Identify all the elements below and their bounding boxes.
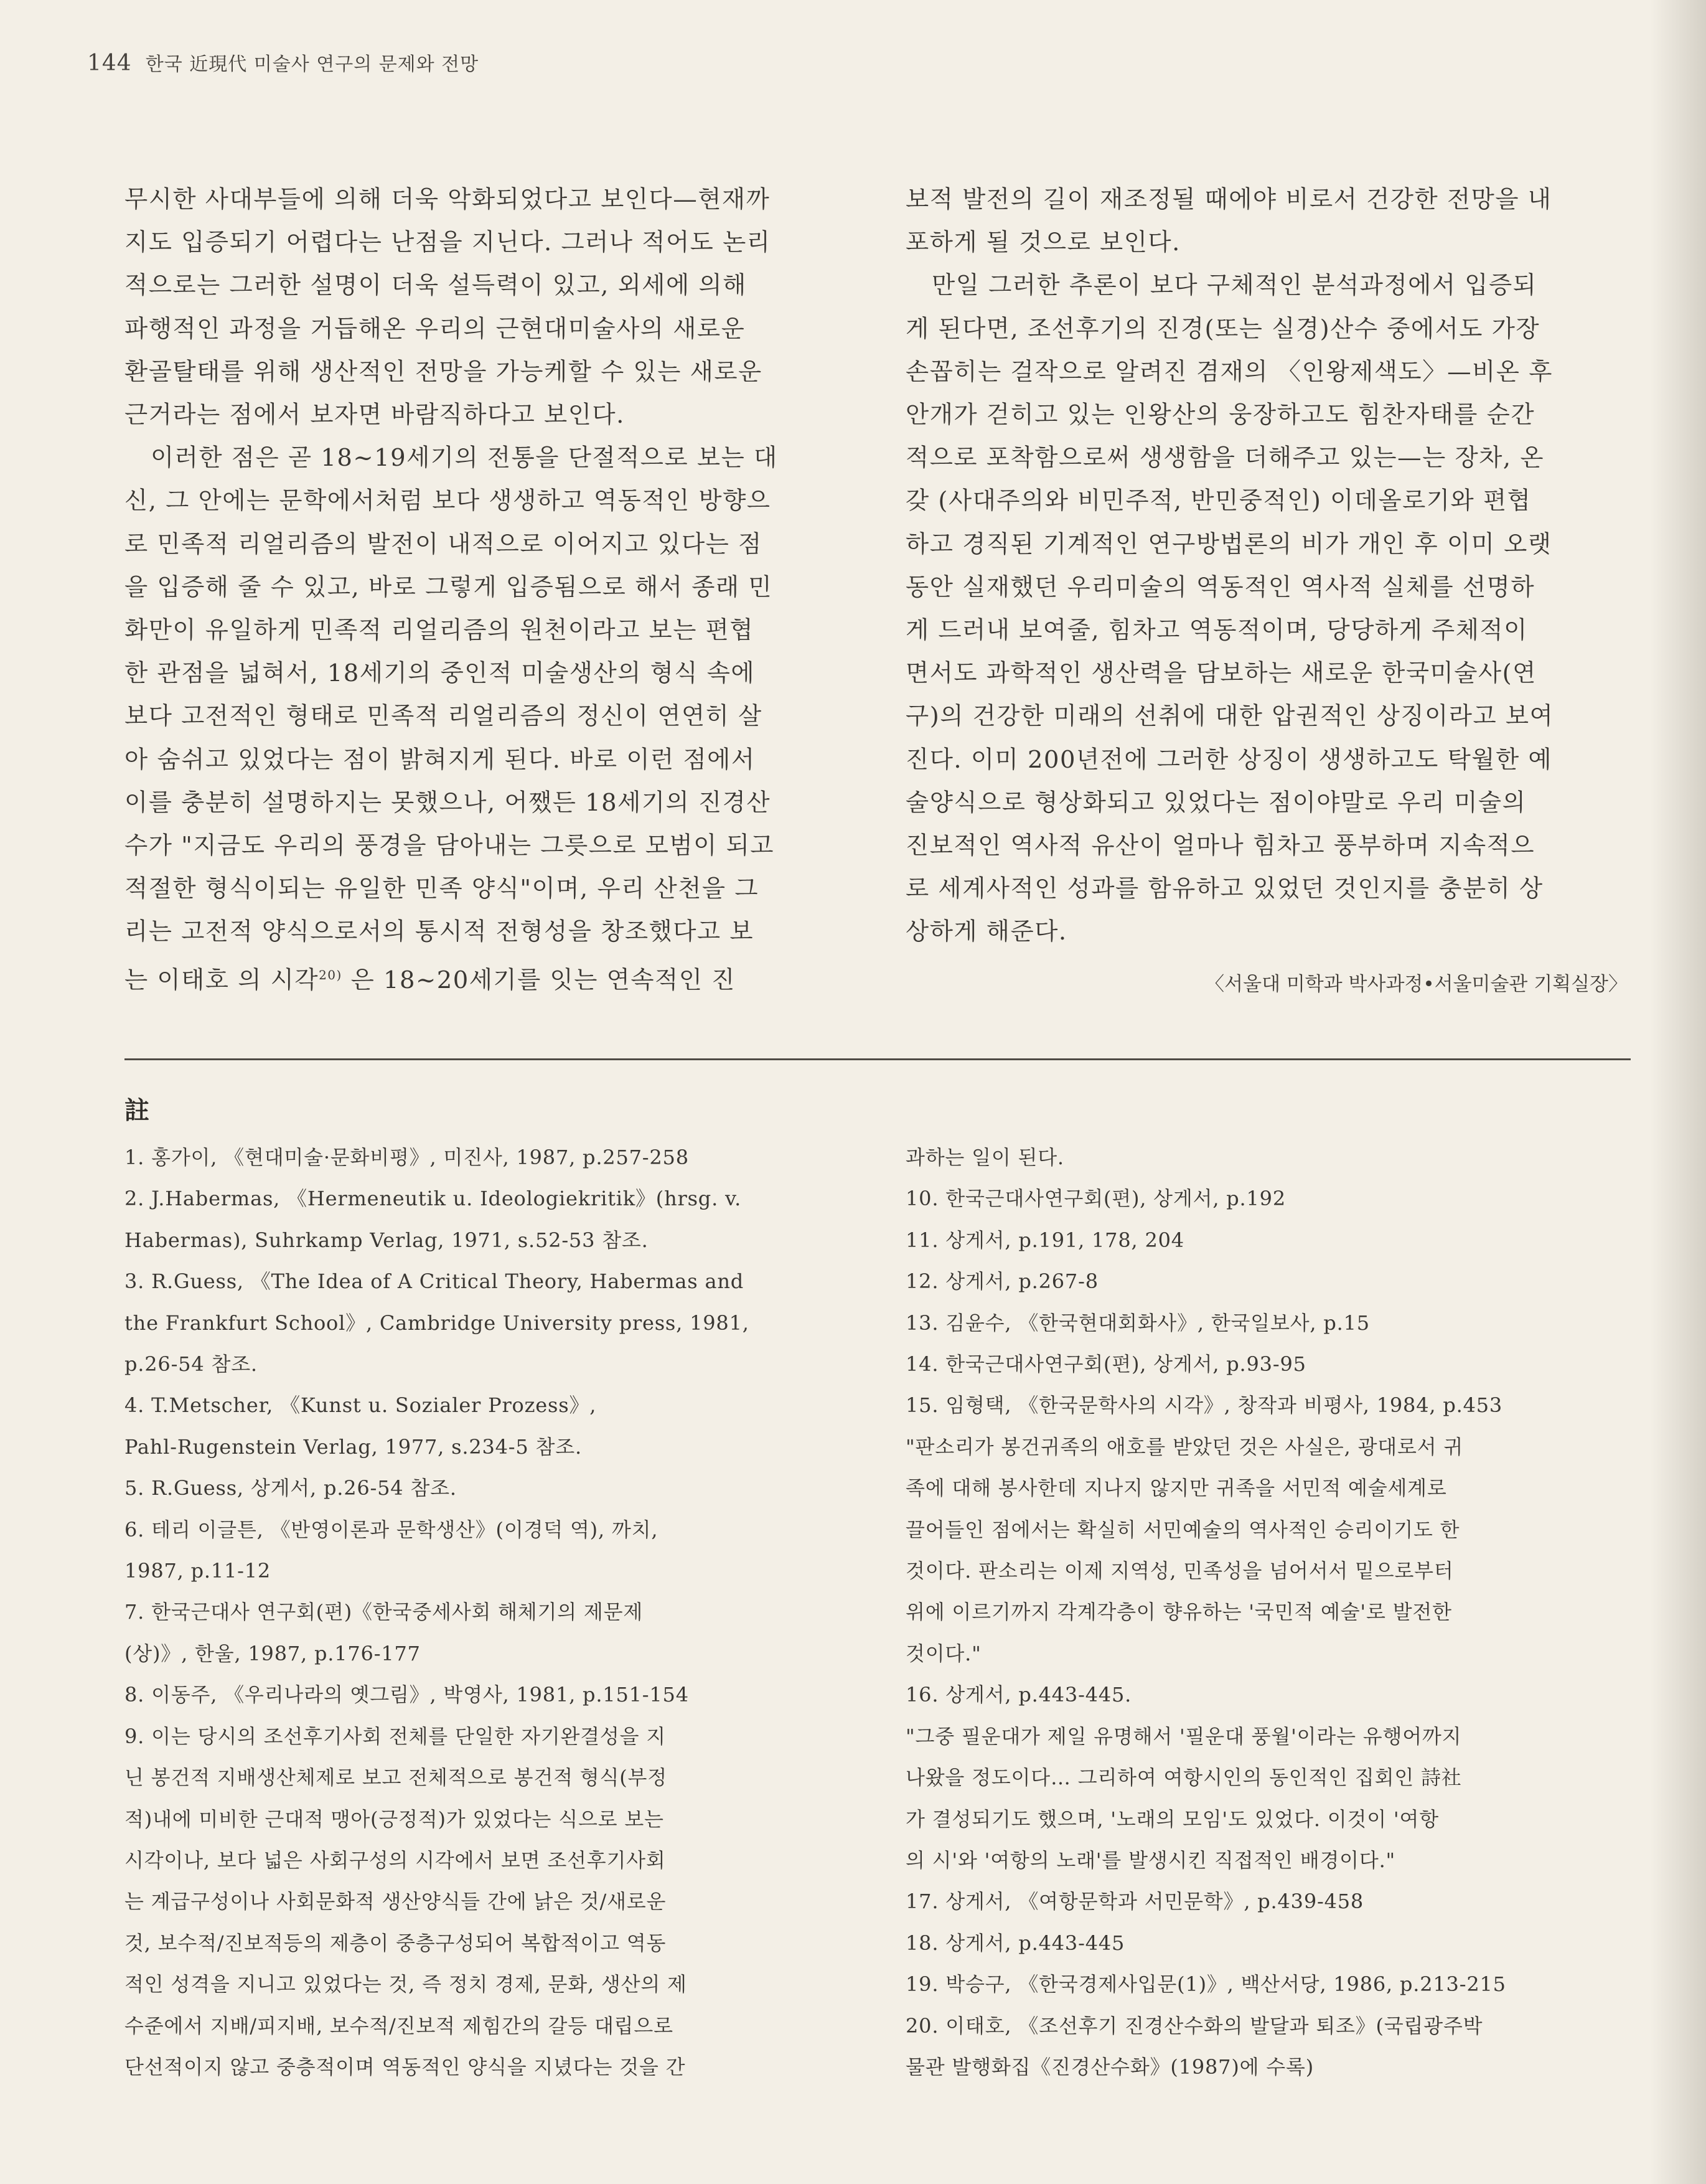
- body-line: 화만이 유일하게 민족적 리얼리즘의 원천이라고 보는 편협: [124, 616, 754, 645]
- body-line: 상하게 해준다.: [906, 918, 1067, 946]
- body-line: 하고 경직된 기계적인 연구방법론의 비가 개인 후 이미 오랫: [906, 530, 1552, 558]
- body-line: 포하게 될 것으로 보인다.: [906, 228, 1181, 257]
- note-line: 20. 이태호, 《조선후기 진경산수화의 발달과 퇴조》(국립광주박: [906, 2013, 1483, 2038]
- body-line: 구)의 건강한 미래의 선취에 대한 압권적인 상징이라고 보여: [906, 702, 1554, 731]
- note-line: 12. 상게서, p.267-8: [906, 1269, 1099, 1294]
- note-line: 16. 상게서, p.443-445.: [906, 1683, 1132, 1707]
- running-head-title: 한국 近現代 미술사 연구의 문제와 전망: [145, 54, 479, 75]
- body-line: 갖 (사대주의와 비민주적, 반민중적인) 이데올로기와 편협: [906, 487, 1532, 515]
- notes-column-right: [906, 1137, 1640, 2088]
- note-line: 의 시'와 '여항의 노래'를 발생시킨 직접적인 배경이다.": [906, 1848, 1396, 1872]
- running-head: [87, 49, 479, 76]
- body-line: 지도 입증되기 어렵다는 난점을 지닌다. 그러나 적어도 논리: [124, 228, 771, 257]
- note-line: 8. 이동주, 《우리나라의 옛그림》, 박영사, 1981, p.151-154: [124, 1683, 689, 1707]
- body-line: 적으로 포착함으로써 생생함을 더해주고 있는—는 장차, 온: [906, 444, 1545, 473]
- note-line: 13. 김윤수, 《한국현대회화사》, 한국일보사, p.15: [906, 1311, 1370, 1335]
- note-line: 위에 이르기까지 각계각층이 향유하는 '국민적 예술'로 발전한: [906, 1600, 1452, 1624]
- body-line: 게 된다면, 조선후기의 진경(또는 실경)산수 중에서도 가장: [906, 314, 1540, 343]
- body-line: 로 민족적 리얼리즘의 발전이 내적으로 이어지고 있다는 점: [124, 530, 762, 558]
- body-line: 만일 그러한 추론이 보다 구체적인 분석과정에서 입증되: [932, 271, 1537, 300]
- note-line: 수준에서 지배/피지배, 보수적/진보적 제힘간의 갈등 대립으로: [124, 2013, 673, 2038]
- note-line: 과하는 일이 된다.: [906, 1146, 1064, 1169]
- note-line: 물관 발행화집《진경산수화》(1987)에 수록): [906, 2055, 1315, 2079]
- notes-heading: 註: [124, 1096, 149, 1125]
- note-line: Habermas), Suhrkamp Verlag, 1971, s.52-53 참조.: [124, 1228, 649, 1252]
- notes-column-left: [124, 1137, 859, 2088]
- note-line: 11. 상게서, p.191, 178, 204: [906, 1228, 1184, 1252]
- body-line: 을 입증해 줄 수 있고, 바로 그렇게 입증됨으로 해서 종래 민: [124, 573, 773, 601]
- note-line: "판소리가 봉건귀족의 애호를 받았던 것은 사실은, 광대로서 귀: [906, 1434, 1464, 1459]
- body-line: 수가 "지금도 우리의 풍경을 담아내는 그릇으로 모범이 되고: [124, 832, 774, 860]
- body-line: 근거라는 점에서 보자면 바람직하다고 보인다.: [124, 401, 625, 430]
- body-line: 술양식으로 형상화되고 있었다는 점이야말로 우리 미술의: [906, 788, 1527, 817]
- footnote-ref: 20): [319, 967, 342, 982]
- note-line: 2. J.Habermas, 《Hermeneutik u. Ideologiekritik》(hrsg. v.: [124, 1187, 742, 1211]
- note-line: 것, 보수적/진보적등의 제층이 중층구성되어 복합적이고 역동: [124, 1931, 667, 1955]
- note-line: 6. 테리 이글튼, 《반영이론과 문학생산》(이경덕 역), 까치,: [124, 1517, 658, 1542]
- body-line: 진보적인 역사적 유산이 얼마나 힘차고 풍부하며 지속적으: [906, 832, 1535, 860]
- notes-divider: [124, 1058, 1631, 1060]
- note-line: p.26-54 참조.: [124, 1352, 258, 1377]
- note-line: 15. 임형택, 《한국문학사의 시각》, 창작과 비평사, 1984, p.453: [906, 1393, 1503, 1418]
- page-edge-shadow: [1650, 0, 1706, 2184]
- note-line: Pahl-Rugenstein Verlag, 1977, s.234-5 참조.: [124, 1434, 582, 1459]
- body-line: 면서도 과학적인 생산력을 담보하는 새로운 한국미술사(연: [906, 659, 1537, 688]
- note-line: the Frankfurt School》, Cambridge University press, 1981,: [124, 1311, 749, 1335]
- note-line: 가 결성되기도 했으며, '노래의 모임'도 있었다. 이것이 '여항: [906, 1807, 1439, 1831]
- note-line: 1987, p.11-12: [124, 1559, 271, 1583]
- body-line: 신, 그 안에는 문학에서처럼 보다 생생하고 역동적인 방향으: [124, 487, 771, 515]
- body-line-part: 는 이태호 의 시각: [124, 966, 319, 994]
- body-line: 보다 고전적인 형태로 민족적 리얼리즘의 정신이 연연히 살: [124, 702, 762, 731]
- body-line: 동안 실재했던 우리미술의 역동적인 역사적 실체를 선명하: [906, 573, 1535, 601]
- note-line: 5. R.Guess, 상게서, p.26-54 참조.: [124, 1476, 457, 1500]
- note-line: 단선적이지 않고 중층적이며 역동적인 양식을 지녔다는 것을 간: [124, 2055, 686, 2079]
- body-line: 무시한 사대부들에 의해 더욱 악화되었다고 보인다—현재까: [124, 186, 771, 214]
- note-line: 시각이나, 보다 넓은 사회구성의 시각에서 보면 조선후기사회: [124, 1848, 666, 1872]
- note-line: 3. R.Guess, 《The Idea of A Critical Theory, Habermas and: [124, 1269, 744, 1294]
- note-line: 4. T.Metscher, 《Kunst u. Sozialer Prozess》,: [124, 1393, 597, 1418]
- note-line: 10. 한국근대사연구회(편), 상게서, p.192: [906, 1187, 1286, 1211]
- body-line: 리는 고전적 양식으로서의 통시적 전형성을 창조했다고 보: [124, 918, 754, 946]
- body-line: 아 숨쉬고 있었다는 점이 밝혀지게 된다. 바로 이런 점에서: [124, 745, 756, 774]
- page-number: 144: [87, 50, 132, 76]
- body-line: 환골탈태를 위해 생산적인 전망을 가능케할 수 있는 새로운: [124, 357, 762, 386]
- note-line: 것이다. 판소리는 이제 지역성, 민족성을 넘어서서 밑으로부터: [906, 1559, 1454, 1583]
- body-line-last: [124, 954, 856, 1002]
- body-line: 로 세계사적인 성과를 함유하고 있었던 것인지를 충분히 상: [906, 875, 1544, 903]
- note-line: 족에 대해 봉사한데 지나지 않지만 귀족을 서민적 예술세계로: [906, 1476, 1447, 1500]
- note-line: (상)》, 한울, 1987, p.176-177: [124, 1641, 421, 1665]
- note-line: 것이다.": [906, 1641, 982, 1665]
- note-line: 닌 봉건적 지배생산체제로 보고 전체적으로 봉건적 형식(부정: [124, 1766, 667, 1790]
- note-line: 나왔을 정도이다… 그리하여 여항시인의 동인적인 집회인 詩社: [906, 1766, 1462, 1790]
- body-column-right: [906, 178, 1637, 954]
- body-line: 진다. 이미 200년전에 그러한 상징이 생생하고도 탁월한 예: [906, 745, 1553, 774]
- note-line: 18. 상게서, p.443-445: [906, 1931, 1125, 1955]
- body-line: 적으로는 그러한 설명이 더욱 설득력이 있고, 외세에 의해: [124, 271, 747, 300]
- body-line: 보적 발전의 길이 재조정될 때에야 비로서 건강한 전망을 내: [906, 186, 1552, 214]
- note-line: 끌어들인 점에서는 확실히 서민예술의 역사적인 승리이기도 한: [906, 1517, 1460, 1542]
- body-line: 게 드러내 보여줄, 힘차고 역동적이며, 당당하게 주체적이: [906, 616, 1528, 645]
- body-line: 안개가 걷히고 있는 인왕산의 웅장하고도 힘찬자태를 순간: [906, 401, 1535, 430]
- body-column-left: [124, 178, 856, 1002]
- body-line: 이를 충분히 설명하지는 못했으나, 어쨌든 18세기의 진경산: [124, 788, 771, 817]
- body-line: 한 관점을 넓혀서, 18세기의 중인적 미술생산의 형식 속에: [124, 659, 756, 688]
- note-line: 는 계급구성이나 사회문화적 생산양식들 간에 낡은 것/새로운: [124, 1890, 667, 1914]
- body-line: 손꼽히는 걸작으로 알려진 겸재의 〈인왕제색도〉—비온 후: [906, 357, 1553, 386]
- note-line: 9. 이는 당시의 조선후기사회 전체를 단일한 자기완결성을 지: [124, 1724, 667, 1748]
- body-line: 파행적인 과정을 거듭해온 우리의 근현대미술사의 새로운: [124, 314, 746, 343]
- note-line: 19. 박승구, 《한국경제사입문(1)》, 백산서당, 1986, p.213-215: [906, 1972, 1506, 1997]
- body-line: 이러한 점은 곧 18~19세기의 전통을 단절적으로 보는 대: [151, 444, 778, 473]
- note-line: 적인 성격을 지니고 있었다는 것, 즉 정치 경제, 문화, 생산의 제: [124, 1972, 687, 1997]
- note-line: 14. 한국근대사연구회(편), 상게서, p.93-95: [906, 1352, 1306, 1377]
- note-line: "그중 필운대가 제일 유명해서 '필운대 풍월'이라는 유행어까지: [906, 1724, 1462, 1748]
- note-line: 7. 한국근대사 연구회(편)《한국중세사회 해체기의 제문제: [124, 1600, 644, 1624]
- author-affiliation: 〈서울대 미학과 박사과정•서울미술관 기획실장〉: [1205, 973, 1628, 996]
- note-line: 적)내에 미비한 근대적 맹아(긍정적)가 있었다는 식으로 보는: [124, 1807, 664, 1831]
- note-line: 1. 홍가이, 《현대미술·문화비평》, 미진사, 1987, p.257-258: [124, 1146, 689, 1169]
- body-line-part: 은 18~20세기를 잇는 연속적인 진: [350, 966, 736, 994]
- body-line: 적절한 형식이되는 유일한 민족 양식"이며, 우리 산천을 그: [124, 875, 759, 903]
- note-line: 17. 상게서, 《여항문학과 서민문학》, p.439-458: [906, 1890, 1364, 1914]
